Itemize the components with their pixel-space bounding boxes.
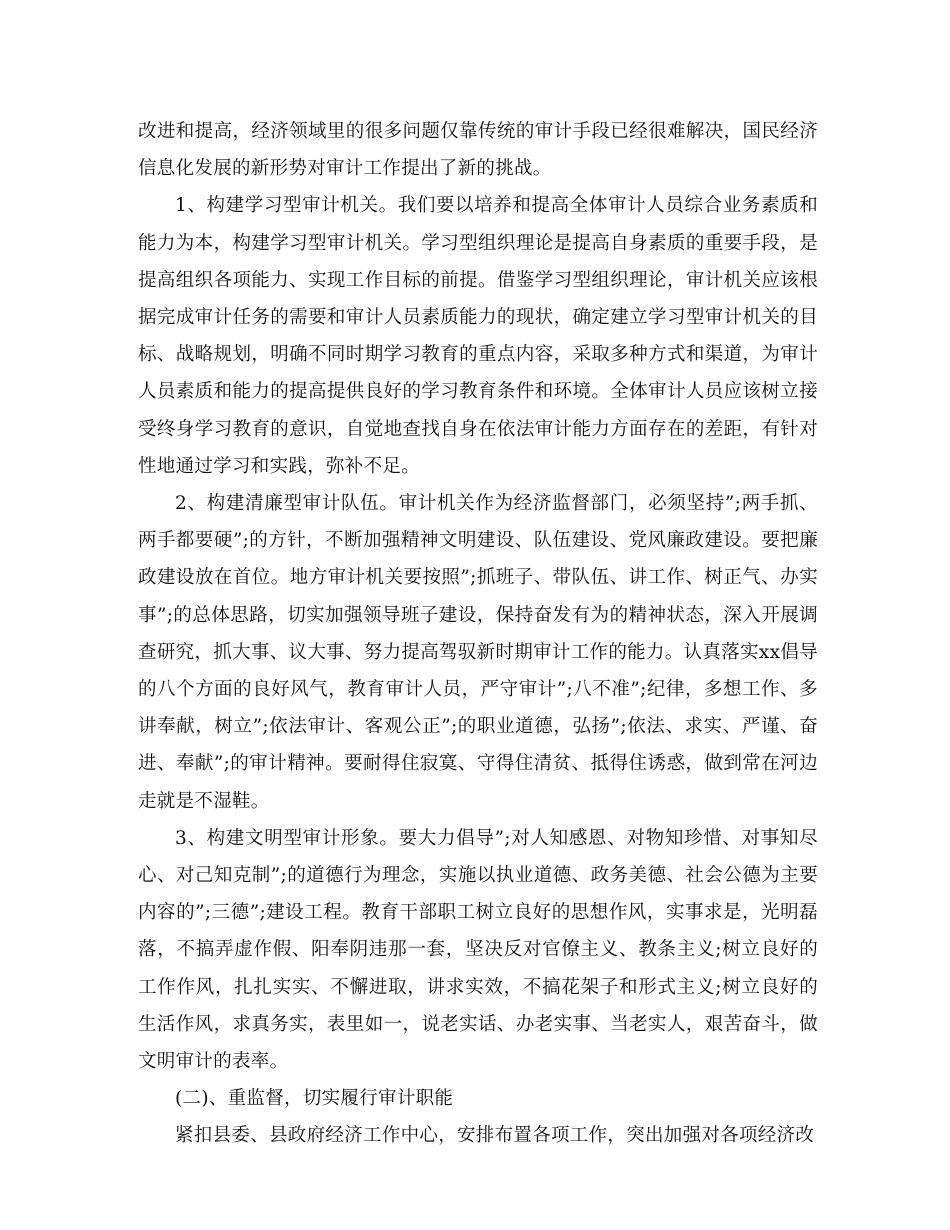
paragraph-intro-continuation: 改进和提高，经济领域里的很多问题仅靠传统的审计手段已经很难解决，国民经济信息化发展的新形势对审计工作提出了新的挑战。 xyxy=(138,121,818,180)
paragraph-supervision-start: 紧扣县委、县政府经济工作中心，安排布置各项工作，突出加强对各项经济改 xyxy=(175,1125,815,1147)
document-body xyxy=(138,113,818,1155)
paragraph-civilized-audit-image: 3、构建文明型审计形象。要大力倡导”;对人知感恩、对物知珍惜、对事知尽心、对己知克制”;的道德行为理念，实施以执业道德、政务美德、社会公德为主要内容的”;三德”;建设工程。教育干部职工树立良好的思想作风，实事求是，光明磊落，不搞弄虚作假、阳奉阴违那一套，坚决反对官僚主义、教条主义;树立良好的工作作风，扎扎实实、不懈进取，讲求实效，不搞花架子和形式主义;树立良好的生活作风，求真务实，表里如一，说老实话、办老实事、当老实人，艰苦奋斗，做文明审计的表率。 xyxy=(138,827,818,1073)
section-heading-supervision: (二)、重监督，切实履行审计职能 xyxy=(175,1088,454,1110)
paragraph-learning-audit-organ: 1、构建学习型审计机关。我们要以培养和提高全体审计人员综合业务素质和能力为本，构建学习型审计机关。学习型组织理论是提高自身素质的重要手段，是提高组织各项能力、实现工作目标的前提。借鉴学习型组织理论，审计机关应该根据完成审计任务的需要和审计人员素质能力的现状，确定建立学习型审计机关的目标、战略规划，明确不同时期学习教育的重点内容，采取多种方式和渠道，为审计人员素质和能力的提高提供良好的学习教育条件和环境。全体审计人员应该树立接受终身学习教育的意识，自觉地查找自身在依法审计能力方面存在的差距，有针对性地通过学习和实践，弥补不足。 xyxy=(138,195,818,477)
paragraph-clean-audit-team: 2、构建清廉型审计队伍。审计机关作为经济监督部门，必须坚持”;两手抓、两手都要硬”;的方针，不断加强精神文明建设、队伍建设、党风廉政建设。要把廉政建设放在首位。地方审计机关要按照”;抓班子、带队伍、讲工作、树正气、办实事”;的总体思路，切实加强领导班子建设，保持奋发有为的精神状态，深入开展调查研究，抓大事、议大事、努力提高驾驭新时期审计工作的能力。认真落实xx倡导的八个方面的良好风气，教育审计人员，严守审计”;八不准”;纪律，多想工作、多讲奉献，树立”;依法审计、客观公正”;的职业道德，弘扬”;依法、求实、严谨、奋进、奉献”;的审计精神。要耐得住寂寞、守得住清贫、抵得住诱惑，做到常在河边走就是不湿鞋。 xyxy=(138,493,818,812)
